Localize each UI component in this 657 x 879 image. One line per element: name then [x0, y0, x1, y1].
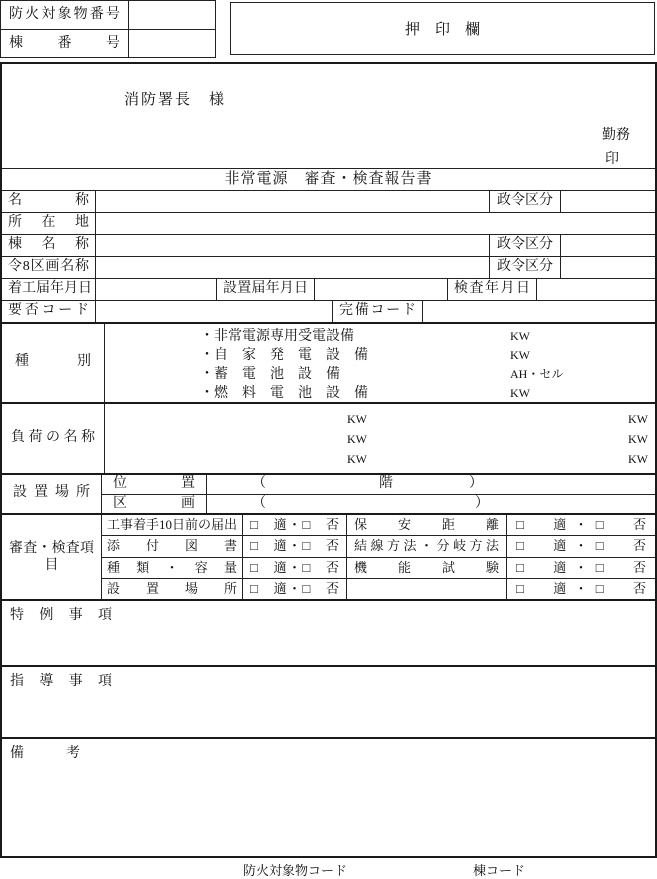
name-row: [2, 190, 655, 212]
pass-fail-checkboxes[interactable]: □ 適・□ 否: [516, 517, 646, 532]
open-paren: （: [252, 495, 266, 511]
building-number-row: [1, 29, 215, 57]
load-unit-mid: KW: [347, 411, 367, 426]
remarks-section[interactable]: [2, 737, 655, 856]
installation-notice-date-field[interactable]: [315, 279, 448, 300]
inspection-date-label: 検査年月日: [448, 279, 537, 300]
pass-fail-checkboxes[interactable]: □ 適・□ 否: [516, 538, 646, 554]
pass-fail-checkboxes[interactable]: □ 適・□ 否: [243, 558, 347, 578]
necessity-code-field[interactable]: [96, 301, 333, 322]
gov-class-field-3[interactable]: [561, 257, 655, 278]
load-row[interactable]: [105, 409, 655, 429]
building-number-label: 棟番号: [1, 30, 129, 57]
load-unit-right: KW: [628, 411, 648, 426]
inspection-item-label-empty: [347, 579, 507, 599]
load-label: 負荷の名称: [2, 404, 105, 473]
position-row: [102, 475, 655, 495]
inspection-item-label: 添付図書: [102, 536, 243, 556]
close-paren: ）: [475, 495, 489, 511]
load-section: [2, 402, 655, 473]
type-item-name: ・非常電源専用受電設備: [200, 329, 354, 344]
type-item-unit: KW: [510, 348, 530, 362]
type-label: 種別: [2, 324, 105, 402]
pass-fail-checkboxes[interactable]: □ 適・□ 否: [516, 580, 646, 596]
address-row: [2, 212, 655, 234]
pass-fail-checkboxes[interactable]: □ 適・□ 否: [516, 559, 646, 575]
pass-fail-checkboxes[interactable]: □ 適・□ 否: [243, 536, 347, 556]
remarks-label: 備考: [10, 746, 80, 761]
completion-code-label: 完備コード: [333, 301, 423, 322]
type-item-row[interactable]: [105, 365, 655, 384]
address-label: 所在地: [2, 213, 96, 234]
inspection-label: 審査・検査項目: [9, 541, 94, 573]
inspection-label-cell: [2, 515, 102, 599]
completion-code-field[interactable]: [423, 301, 655, 322]
seal-column-label: 押 印 欄: [404, 22, 480, 38]
article8-division-field[interactable]: [96, 257, 490, 278]
building-name-row: [2, 234, 655, 256]
inspection-row: [102, 515, 655, 536]
inspection-item-label: 種類・容量: [102, 558, 243, 578]
article8-division-label: 令8区画名称: [2, 257, 96, 278]
special-provisions-section[interactable]: [2, 599, 655, 665]
pass-fail-checkboxes[interactable]: □ 適・□ 否: [243, 515, 347, 535]
division-label: 区画: [102, 495, 207, 514]
report-main-table: [0, 62, 657, 858]
position-label: 位置: [102, 475, 207, 494]
inspection-item-label: 結線方法・分岐方法: [347, 536, 507, 556]
inspection-row: [102, 558, 655, 579]
building-code-label: 棟コード: [473, 863, 526, 878]
position-field[interactable]: [207, 475, 655, 494]
division-field[interactable]: [207, 495, 655, 514]
location-section: [2, 473, 655, 513]
type-item-row[interactable]: [105, 384, 655, 403]
load-fields: [105, 404, 655, 473]
fire-object-number-row: [1, 1, 215, 29]
load-unit-mid: KW: [347, 431, 367, 446]
type-item-unit: KW: [510, 329, 530, 343]
load-row[interactable]: [105, 449, 655, 469]
type-item-row[interactable]: [105, 327, 655, 346]
necessity-code-label: 要否コード: [2, 301, 96, 322]
installation-notice-date-label: 設置届年月日: [217, 279, 315, 300]
article8-division-row: [2, 256, 655, 278]
form-title: 非常電源 審査・検査報告書: [2, 168, 655, 190]
footer: [0, 858, 657, 879]
fire-object-number-field[interactable]: [129, 1, 215, 29]
inspection-item-label: 機能試験: [347, 558, 507, 578]
gov-class-field-1[interactable]: [561, 191, 655, 212]
floor-label: 階: [379, 476, 393, 491]
stamp-label: 印: [605, 152, 619, 167]
type-item-unit: KW: [510, 386, 530, 400]
building-name-field[interactable]: [96, 235, 490, 256]
gov-class-label-1: 政令区分: [490, 191, 561, 212]
type-item-name: ・蓄 電 池 設 備: [200, 367, 340, 382]
fire-object-number-label: 防火対象物番号: [1, 1, 129, 29]
guidance-label: 指導事項: [10, 674, 112, 689]
open-paren: （: [252, 476, 266, 491]
division-row: [102, 495, 655, 514]
inspection-item-label: 保安距離: [347, 515, 507, 535]
type-section: [2, 322, 655, 402]
gov-class-label-3: 政令区分: [490, 257, 561, 278]
load-unit-right: KW: [628, 431, 648, 446]
construction-notice-date-label: 着工届年月日: [2, 279, 96, 300]
addressee-text: 消防署長 様: [124, 92, 227, 108]
close-paren: ）: [469, 476, 483, 491]
special-provisions-label: 特例事項: [10, 608, 112, 623]
inspection-row: [102, 536, 655, 557]
load-unit-mid: KW: [347, 451, 367, 466]
location-rows: [102, 475, 655, 513]
inspection-section: [2, 513, 655, 599]
addressee-section: [2, 64, 655, 168]
load-unit-right: KW: [628, 451, 648, 466]
codes-row: [2, 300, 655, 322]
inspection-item-label: 設置場所: [102, 579, 243, 599]
address-field[interactable]: [96, 213, 655, 234]
pass-fail-checkboxes[interactable]: □ 適・□ 否: [243, 579, 347, 599]
inspection-row: [102, 579, 655, 599]
construction-notice-date-field[interactable]: [96, 279, 217, 300]
name-field[interactable]: [96, 191, 490, 212]
building-number-field[interactable]: [129, 30, 215, 57]
inspection-item-label: 工事着手10日前の届出: [102, 515, 243, 535]
guidance-section[interactable]: [2, 665, 655, 737]
type-item-unit: AH・セル: [510, 367, 564, 381]
top-header-block: [0, 0, 657, 62]
name-label: 名称: [2, 191, 96, 212]
building-name-label: 棟名称: [2, 235, 96, 256]
gov-class-field-2[interactable]: [561, 235, 655, 256]
gov-class-label-2: 政令区分: [490, 235, 561, 256]
id-number-table: [0, 0, 216, 58]
dates-row: [2, 278, 655, 300]
inspection-date-field[interactable]: [537, 279, 655, 300]
seal-column-box: [230, 2, 655, 55]
location-label: 設置場所: [2, 475, 102, 513]
duty-stamp-label: 勤務: [602, 128, 630, 143]
type-item-row[interactable]: [105, 346, 655, 365]
type-item-name: ・自 家 発 電 設 備: [200, 348, 368, 363]
load-row[interactable]: [105, 429, 655, 449]
type-item-name: ・燃 料 電 池 設 備: [200, 386, 368, 401]
type-items: [105, 324, 655, 402]
inspection-rows: [102, 515, 655, 599]
fire-object-code-label: 防火対象物コード: [243, 863, 348, 878]
